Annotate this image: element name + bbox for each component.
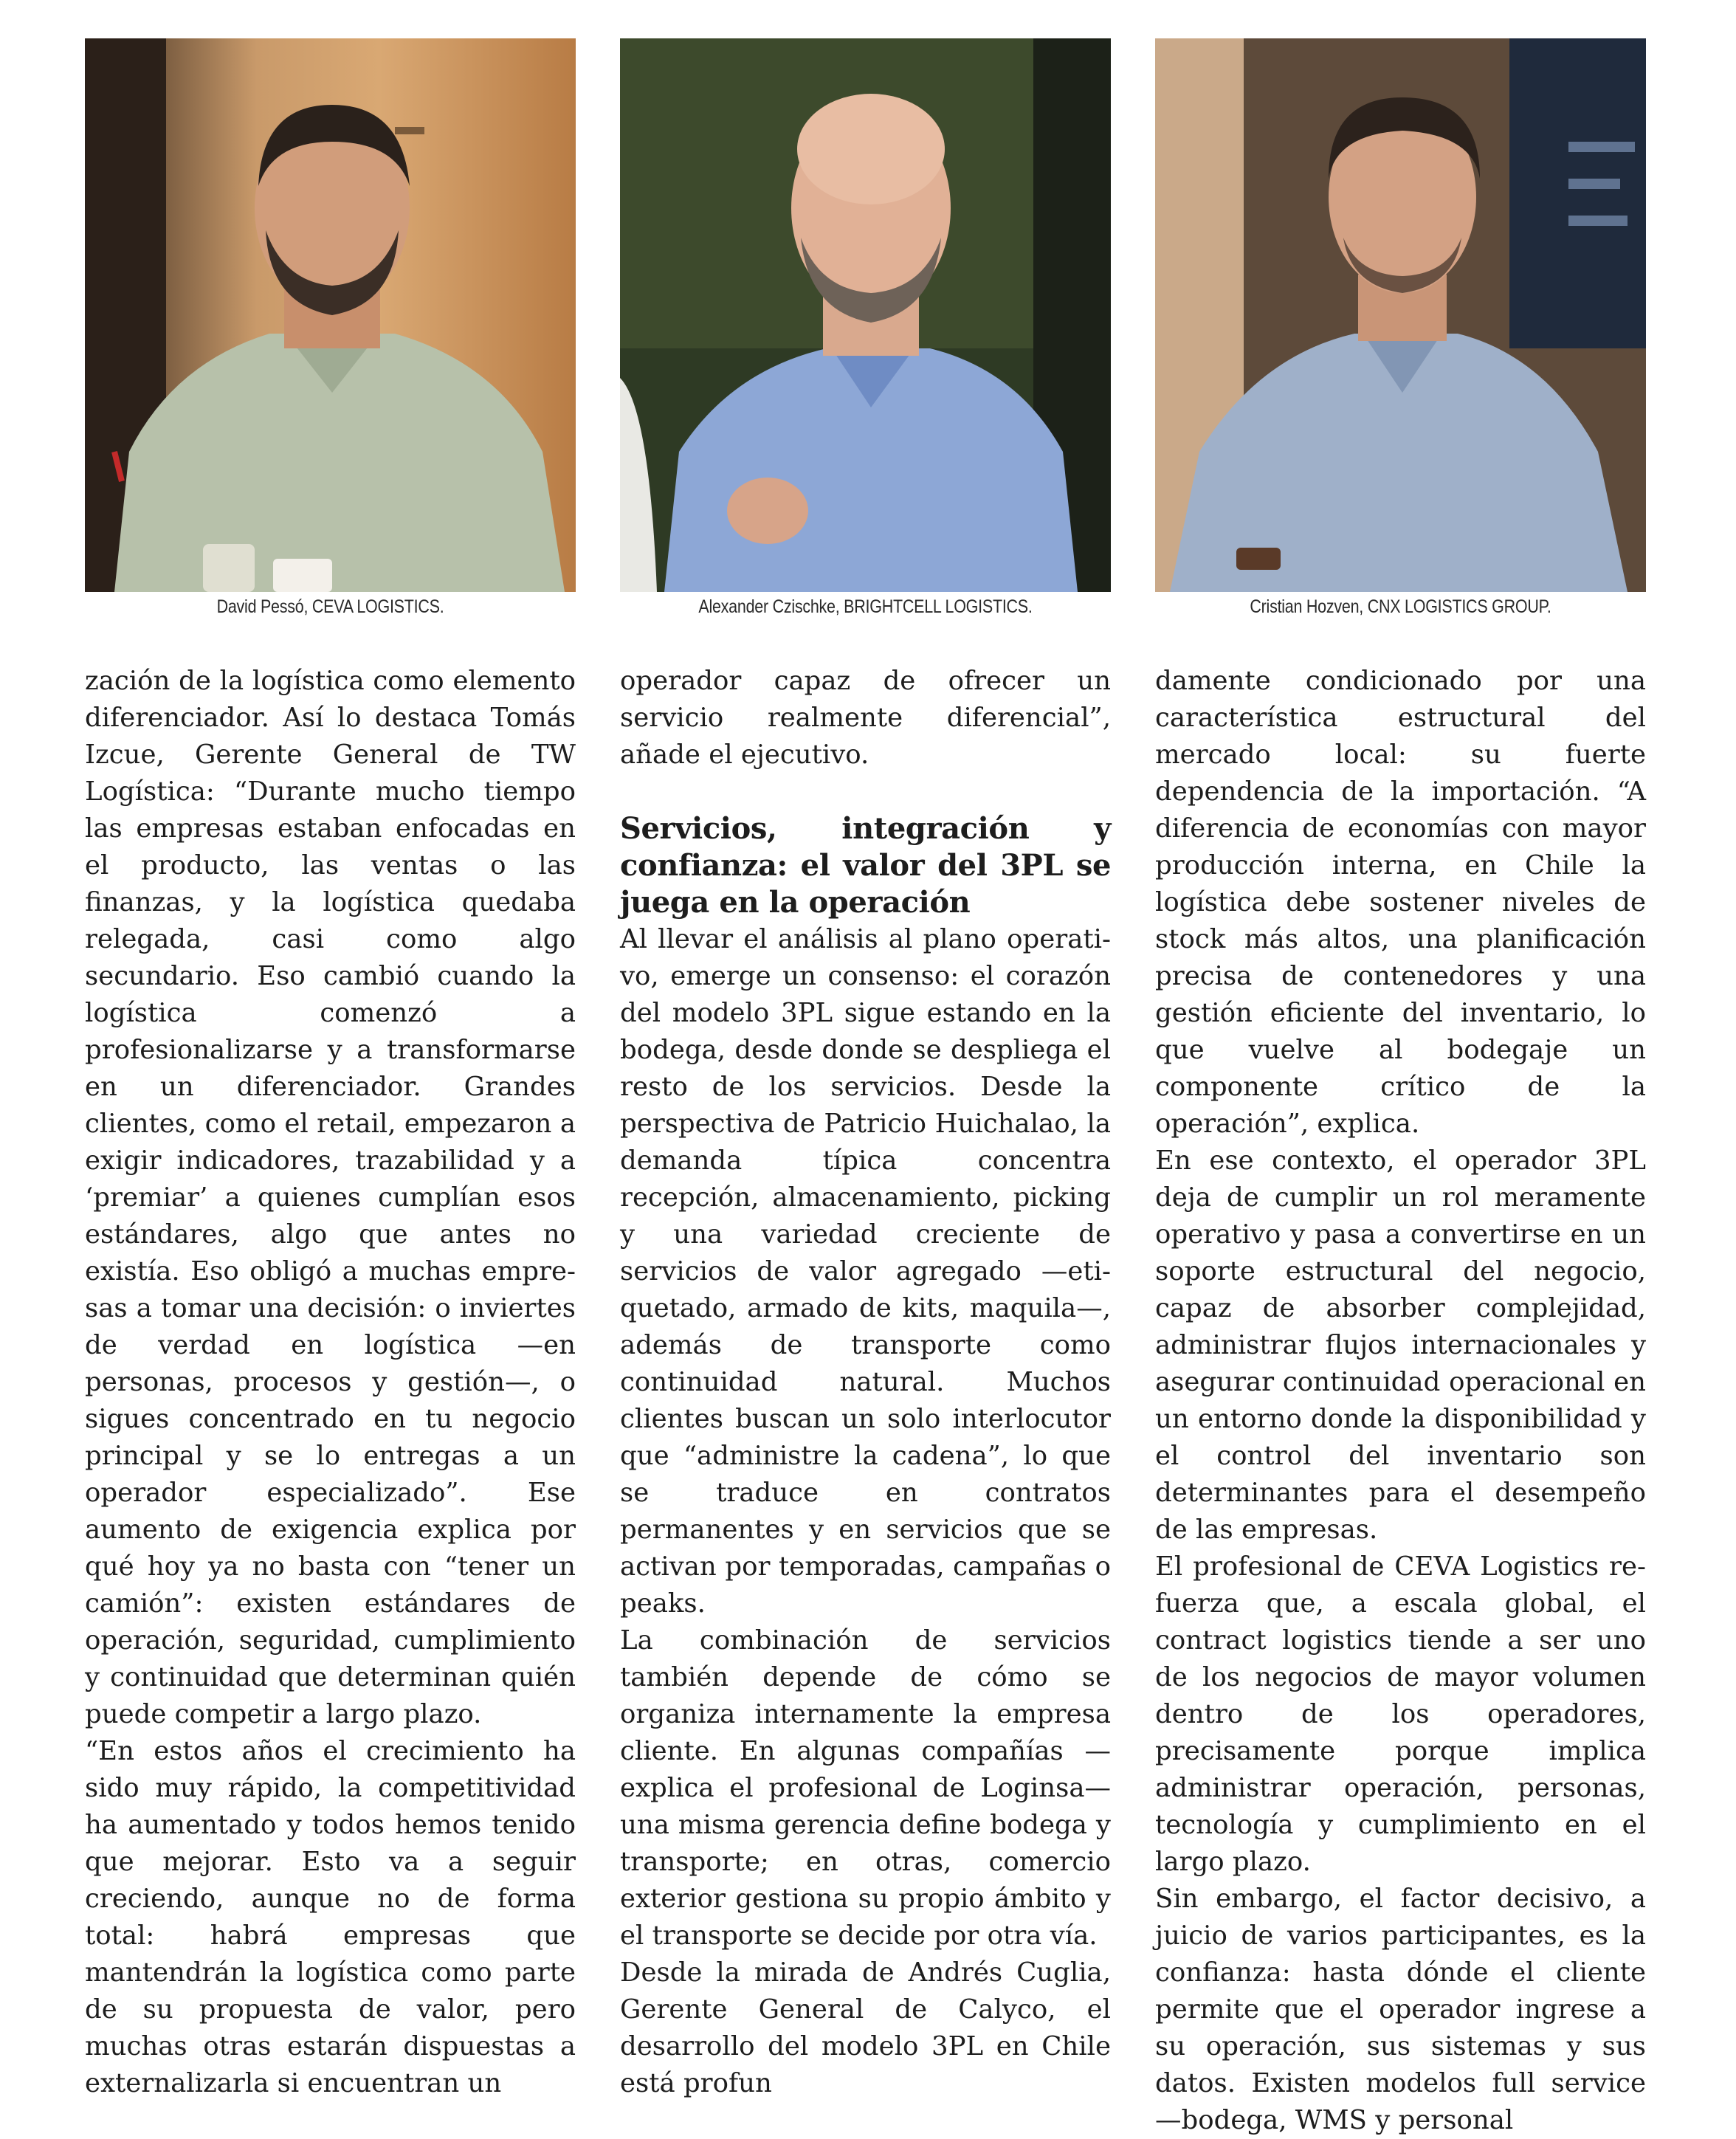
- portrait-photo-icon: [1155, 38, 1646, 592]
- section-heading: Servicios, integración y confianza: el valor del 3PL se juega en la operación: [620, 811, 1111, 920]
- paragraph: La combinación de servicios también depende de cómo se organiza internamente la empresa cliente. En algunas compañías —explica el profesional de Loginsa— una misma gerencia define bodega y transporte; en otras, comercio exterior gestiona su propio ámbito y el transporte se decide por otra vía.: [620, 1625, 1111, 1951]
- portrait-photo-icon: [620, 38, 1111, 592]
- spacer: [620, 774, 1111, 810]
- portrait-photo-3: [1155, 38, 1646, 592]
- paragraph: “En estos años el crecimiento ha sido muy rápido, la competitividad ha aumentado y todos hemos tenido que mejorar. Esto va a seguir creciendo, aunque no de forma total: habrá empresas que mantendrán la logística como parte de su propuesta de valor, pero muchas otras estarán dispuestas a externalizarla si encuentran un: [85, 1736, 576, 2098]
- article-column-2: [620, 663, 1111, 2102]
- paragraph: Al llevar el análisis al plano operativo, emerge un consenso: el corazón del modelo 3PL sigue estando en la bodega, desde donde se despliega el resto de los servicios. Desde la perspectiva de Patricio Huichalao, la demanda típica concentra recepción, almacenamiento, picking y una variedad creciente de servicios de valor agregado —etiquetado, armado de kits, maquila—, además de transporte como continuidad natural. Muchos clientes buscan un solo interlocutor que “administre la cadena”, lo que se traduce en contratos permanentes y en servicios que se activan por temporadas, campañas o peaks.: [620, 924, 1111, 1619]
- portrait-photo-2: [620, 38, 1111, 592]
- paragraph: Desde la mirada de Andrés Cuglia, Gerente General de Calyco, el desarrollo del modelo 3PL en Chile está profun: [620, 1957, 1111, 2098]
- paragraph: En ese contexto, el operador 3PL deja de cumplir un rol meramente operativo y pasa a convertirse en un soporte estructural del negocio, capaz de absorber complejidad, administrar flujos internacionales y asegurar continuidad operacional en un entorno donde la disponibilidad y el control del inventario son determinantes para el desempeño de las empresas.: [1155, 1146, 1646, 1545]
- photo-caption-1: David Pessó, CEVA LOGISTICS.: [216, 596, 444, 617]
- paragraph: zación de la logística como elemento diferenciador. Así lo destaca Tomás Izcue, Gerente General de TW Logística: “Durante mucho tiempo las empresas estaban enfocadas en el producto, las ventas o las finanzas, y la logística quedaba relegada, casi como algo secundario. Eso cambió cuando la logística comenzó a profesionalizarse y a transformarse en un diferenciador. Grandes clientes, como el retail, empezaron a exigir indicadores, trazabilidad y a ‘premiar’ a quienes cumplían esos estándares, algo que antes no existía. Eso obligó a muchas empresas a tomar una decisión: o inviertes de verdad en logística —en personas, procesos y gestión—, o sigues concentrado en tu negocio principal y se lo entregas a un operador especializado”. Ese aumento de exigencia explica por qué hoy ya no basta con “tener un camión”: existen estándares de operación, seguridad, cumplimiento y continuidad que determinan quién puede competir a largo plazo.: [85, 666, 576, 1729]
- paragraph: damente condicionado por una característica estructural del mercado local: su fuerte dependencia de la importación. “A diferencia de economías con mayor producción interna, en Chile la logística debe sostener niveles de stock más altos, una planificación precisa de contenedores y una gestión eficiente del inventario, lo que vuelve al bodegaje un componente crítico de la operación”, explica.: [1155, 666, 1646, 1139]
- article-column-1: [85, 663, 576, 2102]
- portrait-photo-1: [85, 38, 576, 592]
- article-column-3: [1155, 663, 1646, 2139]
- photo-caption-3: Cristian Hozven, CNX LOGISTICS GROUP.: [1250, 596, 1551, 617]
- photo-caption-2: Alexander Czischke, BRIGHTCELL LOGISTICS.: [698, 596, 1033, 617]
- paragraph: operador capaz de ofrecer un servicio realmente diferencial”, añade el ejecutivo.: [620, 666, 1111, 770]
- portrait-photo-icon: [85, 38, 576, 592]
- paragraph: Sin embargo, el factor decisivo, a juicio de varios participantes, es la confianza: hasta dónde el cliente permite que el operador ingrese a su operación, sus sistemas y sus datos. Existen modelos full service —bodega, WMS y personal: [1155, 1884, 1646, 2135]
- paragraph: El profesional de CEVA Logistics refuerza que, a escala global, el contract logistics tiende a ser uno de los negocios de mayor volumen dentro de los operadores, precisamente porque implica administrar operación, personas, tecnología y cumplimiento en el largo plazo.: [1155, 1551, 1646, 1877]
